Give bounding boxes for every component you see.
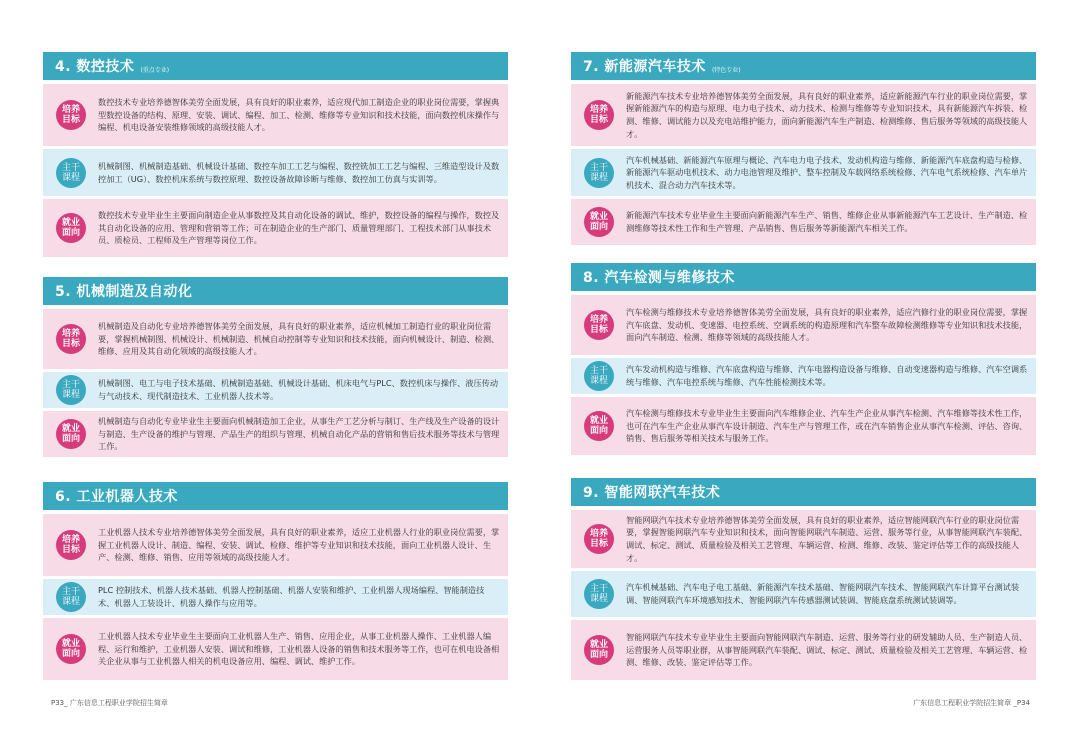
row-training-goal <box>571 84 1036 146</box>
section-intelligent-connected-vehicle <box>571 478 1036 680</box>
badge-training-goal: 培养 目标 <box>584 524 614 554</box>
badge-training-goal: 培养 目标 <box>56 530 86 560</box>
row-text: 新能源汽车技术专业培养德智体美劳全面发展，具有良好的职业素养，适应新能源汽车行业的职业岗位需要，掌握新能源汽车的构造与原理、电力电子技术、动力技术、检测与维修等专业知识技术，具有新能源汽车拆装、检测、维修、调试能力以及充电站维护能力，面向新能源汽车生产制造、检测维修、售后服务等领域的高级技能人才。 <box>626 90 1028 139</box>
section-industrial-robot <box>43 482 508 680</box>
section-cnc-technology <box>43 52 508 257</box>
badge-core-courses: 主干 课程 <box>56 375 86 405</box>
row-text: 数控技术专业培养德智体美劳全面发展，具有良好的职业素养，适应现代加工制造企业的职业岗位需要，掌握典型数控设备的结构、原理、安装、调试、编程、加工、检测、维修等专业知识和技术技能，面向数控机床操作与编程、机电设备安装维修领域的高级技能人才。 <box>98 97 500 133</box>
badge-core-courses: 主干 课程 <box>56 582 86 612</box>
row-training-goal <box>43 84 508 146</box>
badge-core-courses: 主干 课程 <box>584 361 614 391</box>
section-header <box>43 52 508 80</box>
row-text: 汽车机械基础、新能源汽车原理与概论、汽车电力电子技术、发动机构造与维修、新能源汽车底盘构造与检修、新能源汽车驱动电机技术、动力电池管理及维护、整车控制及车载网络系统检修、汽车电气系统检修、汽车单片机技术、混合动力汽车技术等。 <box>626 154 1028 190</box>
badge-employment: 就业 面向 <box>584 207 614 237</box>
section-header <box>571 478 1036 506</box>
row-training-goal <box>571 295 1036 355</box>
row-training-goal <box>43 514 508 576</box>
row-training-goal <box>571 510 1036 568</box>
row-text: 汽车发动机构造与维修、汽车底盘构造与维修、汽车电器构造设备与维修、自动变速器构造与维修、汽车空调系统与维修、汽车电控系统与维修、汽车性能检测技术等。 <box>626 364 1028 387</box>
badge-employment: 就业 面向 <box>584 635 614 665</box>
section-title: 4. 数控技术 <box>55 59 135 75</box>
badge-employment: 就业 面向 <box>56 634 86 664</box>
row-core-courses <box>571 571 1036 617</box>
row-text: 机械制造及自动化专业培养德智体美劳全面发展，具有良好的职业素养，适应机械加工制造行业的职业岗位需要，掌握机械制图、机械设计、机械制造、机械自动控制等专业知识和技术技能，面向机械设计、制造、检测、维修、应用及其自动化领域的高级技能人才。 <box>98 321 500 357</box>
row-core-courses <box>43 579 508 615</box>
badge-training-goal: 培养 目标 <box>584 310 614 340</box>
footer-right-page-number: 广东信息工程职业学院招生简章 _P34 <box>913 699 1030 707</box>
row-core-courses <box>571 149 1036 196</box>
row-employment <box>571 199 1036 245</box>
row-core-courses <box>43 372 508 408</box>
row-text: 机械制图、电工与电子技术基础、机械制造基础、机械设计基础、机床电气与PLC、数控机床与操作、液压传动与气动技术、现代制造技术、工业机器人技术等。 <box>98 378 499 401</box>
row-text: 工业机器人技术专业培养德智体美劳全面发展，具有良好的职业素养，适应工业机器人行业的职业岗位需要，掌握工业机器人设计、制造、编程、安装、调试、检修、维护等专业知识和技术技能，面向工业机器人设计、生产、检测、维修、销售、应用等领域的高级技能人才。 <box>98 527 500 563</box>
section-mechanical-manufacturing <box>43 277 508 457</box>
row-text: 机械制图、机械制造基础、机械设计基础、数控车加工工艺与编程、数控铣加工工艺与编程、三维造型设计及数控加工（UG）、数控机床系统与数控原理、数控设备故障诊断与维修、数控加工仿真与实训等。 <box>98 160 500 184</box>
section-header <box>43 277 508 305</box>
row-employment <box>43 618 508 680</box>
row-core-courses <box>43 149 508 196</box>
row-employment <box>43 411 508 457</box>
badge-employment: 就业 面向 <box>584 411 614 441</box>
badge-employment: 就业 面向 <box>56 213 86 243</box>
section-header <box>571 263 1036 291</box>
row-text: 汽车机械基础、汽车电子电工基础、新能源汽车技术基础、智能网联汽车技术、智能网联汽车计算平台测试装调、智能网联汽车环境感知技术、智能网联汽车传感器测试装调、智能底盘系统测试装调等。 <box>626 582 1020 605</box>
section-title: 5. 机械制造及自动化 <box>55 284 193 300</box>
row-text: 智能网联汽车技术专业毕业生主要面向智能网联汽车制造、运营、服务等行业的研发辅助人员、生产制造人员、运营服务人员等职业群，从事智能网联汽车装配、调试、标定、测试、质量检验及相关工艺管理、车辆运营、检测、维修、改装、鉴定评估等工作。 <box>626 632 1028 668</box>
badge-core-courses: 主干 课程 <box>584 158 614 188</box>
row-text: 工业机器人技术专业毕业生主要面向工业机器人生产、销售、应用企业，从事工业机器人操作、工业机器人编程、运行和维护，工业机器人安装、调试和维修，工业机器人设备的销售和技术服务等工作，也可在机电设备相关企业从事与工业机器人相关的机电设备应用、编程、调试、维护工作。 <box>98 631 500 667</box>
row-training-goal <box>43 309 508 369</box>
badge-training-goal: 培养 目标 <box>584 100 614 130</box>
row-employment <box>43 199 508 257</box>
section-tag: (重点专业) <box>140 66 170 74</box>
footer-left-page-number: P33_ 广东信息工程职业学院招生简章 <box>51 699 168 707</box>
badge-training-goal: 培养 目标 <box>56 100 86 130</box>
row-text: 汽车检测与维修技术专业毕业生主要面向汽车维修企业、汽车生产企业从事汽车检测、汽车维修等技术性工作，也可在汽车生产企业从事汽车设计制造、汽车生产与管理工作，或在汽车销售企业从事汽车检测、评估、咨询、销售、售后服务等相关技术与服务工作。 <box>626 408 1028 444</box>
section-title: 9. 智能网联汽车技术 <box>583 485 721 501</box>
section-header <box>571 52 1036 80</box>
section-title: 8. 汽车检测与维修技术 <box>583 270 735 286</box>
section-header <box>43 482 508 510</box>
row-core-courses <box>571 358 1036 394</box>
section-new-energy-vehicle <box>571 52 1036 245</box>
row-text: PLC 控制技术、机器人技术基础、机器人控制基础、机器人安装和维护、工业机器人现场编程、智能制造技术、机器人工装设计、机器人操作与应用等。 <box>98 585 485 608</box>
row-text: 数控技术专业毕业生主要面向制造企业从事数控及其自动化设备的调试、维护，数控设备的编程与操作，数控及其自动化设备的应用、管理和营销等工作；可在制造企业的生产部门、质量管理部门、工程技术部门从事技术员、质检员、工程师及生产管理等岗位工作。 <box>98 210 500 246</box>
badge-training-goal: 培养 目标 <box>56 324 86 354</box>
row-text: 智能网联汽车技术专业培养德智体美劳全面发展，具有良好的职业素养，适应智能网联汽车行业的职业岗位需要，掌握智能网联汽车专业知识和技术，面向智能网联汽车制造、运营、服务等行业，从事智能网联汽车装配、调试、标定、测试、质量检验及相关工艺管理、车辆运营、检测、维修、改装、鉴定评估等工作的高级技能人才。 <box>626 514 1028 563</box>
badge-employment: 就业 面向 <box>56 419 86 449</box>
section-title: 7. 新能源汽车技术 <box>583 59 706 75</box>
row-text: 新能源汽车技术专业毕业生主要面向新能源汽车生产、销售、维修企业从事新能源汽车工艺设计、生产制造、检测维修等技术性工作和生产管理、产品销售、售后服务等新能源汽车相关工作。 <box>626 210 1028 233</box>
row-text: 汽车检测与维修技术专业培养德智体美劳全面发展，具有良好的职业素养，适应汽修行业的职业岗位需要，掌握汽车底盘、发动机、变速器、电控系统、空调系统的构造原理和汽车整车故障检测维修等专业知识和技术技能，面向汽车制造、检测、维修等领域的高级技能人才。 <box>626 307 1028 343</box>
section-title: 6. 工业机器人技术 <box>55 489 178 505</box>
badge-core-courses: 主干 课程 <box>584 579 614 609</box>
badge-core-courses: 主干 课程 <box>56 158 86 188</box>
row-employment <box>571 397 1036 455</box>
row-employment <box>571 620 1036 680</box>
section-tag: (特色专业) <box>711 66 741 74</box>
row-text: 机械制造与自动化专业毕业生主要面向机械制造加工企业，从事生产工艺分析与制订、生产线及生产设备的设计与制造、生产设备的维护与管理、产品生产的组织与管理、机械自动化产品的营销和售后技术服务等技术与管理工作。 <box>98 416 500 452</box>
section-auto-inspection <box>571 263 1036 455</box>
